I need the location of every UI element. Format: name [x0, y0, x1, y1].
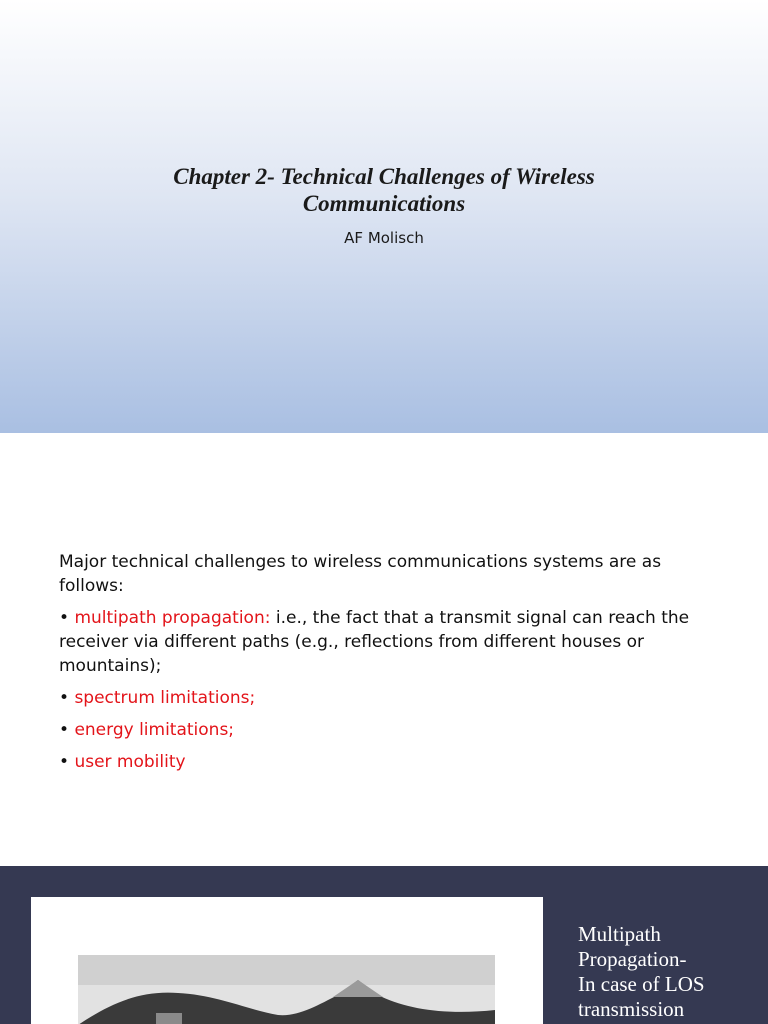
author-name: AF Molisch: [344, 229, 424, 247]
bullet-highlight: spectrum limitations;: [74, 688, 256, 708]
intro-paragraph: Major technical challenges to wireless communications systems are as follows:: [59, 552, 662, 596]
mountains-icon: [78, 955, 495, 1024]
bullet-item: [59, 686, 709, 710]
bullet-item: [59, 606, 709, 678]
bullet-symbol: •: [59, 608, 70, 628]
bullet-highlight: user mobility: [74, 752, 186, 772]
bullet-symbol: •: [59, 688, 70, 708]
figure-card: [31, 897, 543, 1024]
caption-line: Propagation-: [578, 947, 687, 971]
side-caption: [578, 922, 758, 1022]
bullet-highlight: multipath propagation:: [74, 608, 271, 628]
caption-line: Multipath: [578, 922, 661, 946]
bullet-highlight: energy limitations;: [74, 720, 235, 740]
title-line-1: Chapter 2- Technical Challenges of Wireless: [173, 164, 595, 189]
multipath-slide: [0, 866, 768, 1024]
bullet-symbol: •: [59, 752, 70, 772]
bullet-symbol: •: [59, 720, 70, 740]
bullet-item: [59, 750, 709, 774]
bullet-item: [59, 718, 709, 742]
slide-title: [84, 163, 684, 217]
title-slide: [0, 0, 768, 433]
caption-line: In case of LOS: [578, 972, 705, 996]
challenges-slide: [0, 433, 768, 866]
caption-line: transmission: [578, 997, 685, 1021]
bullet-rest: i.e., the fact that a transmit signal can reach the receiver via different paths (e.g., reflections from different houses or mountains);: [59, 608, 690, 676]
challenges-text: [59, 550, 709, 782]
title-line-2: Communications: [302, 191, 466, 216]
